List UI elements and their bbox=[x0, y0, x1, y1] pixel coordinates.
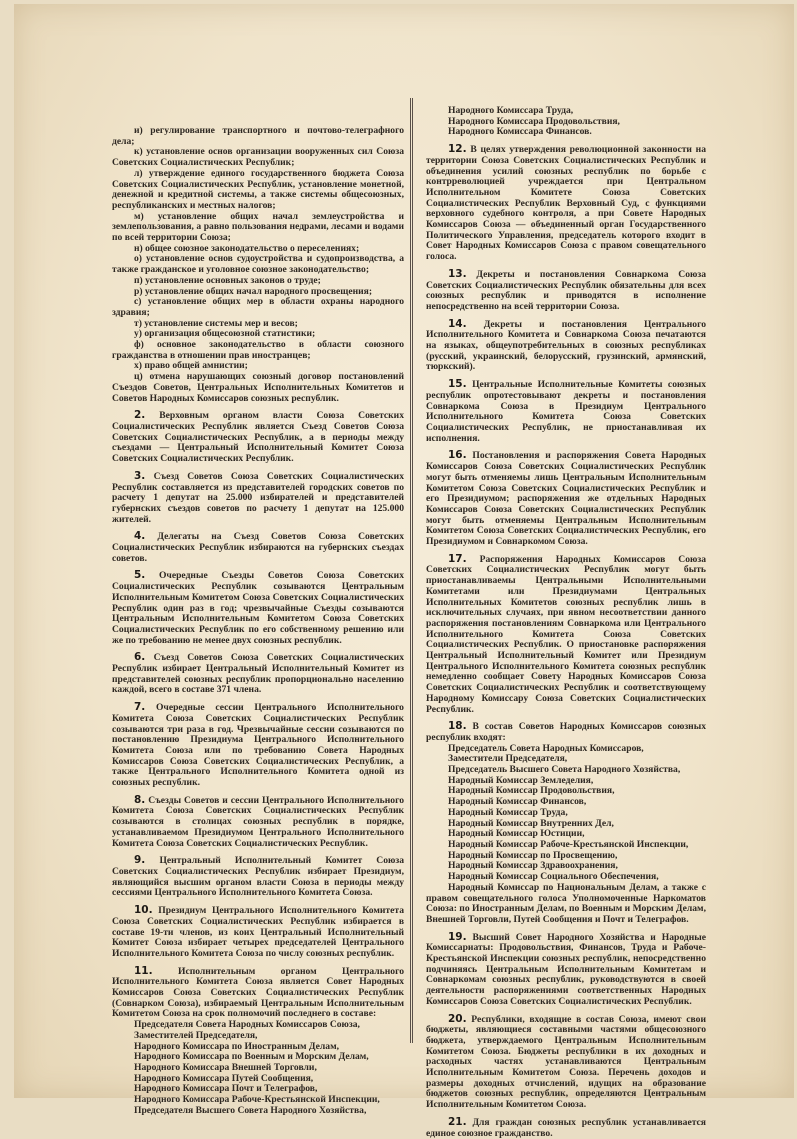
left-column bbox=[112, 126, 404, 1116]
article-text bbox=[112, 652, 404, 696]
article-text bbox=[112, 212, 404, 244]
list-item: Председателя Совета Народных Комиссаров Союза, bbox=[134, 1019, 360, 1031]
list-item: Народный Комиссар по Просвещению, bbox=[448, 849, 618, 861]
article-number: 12. bbox=[448, 143, 467, 156]
list-item: Народный Комиссар Рабоче-Крестьянской Инспекции, bbox=[448, 839, 689, 850]
list-item: Народного Комиссара по Военным и Морским Делам, bbox=[134, 1051, 369, 1063]
article-text bbox=[112, 410, 404, 465]
article-body: ф) основное законодательство в области союзного гражданства в отношении прав иностранцев; bbox=[112, 339, 404, 361]
article-number: 18. bbox=[448, 720, 467, 733]
article-number: 10. bbox=[134, 904, 153, 917]
article-text bbox=[426, 450, 706, 547]
article-text bbox=[112, 169, 404, 212]
article-body: Очередные сессии Центрального Исполнительного Комитета Союза Советских Социалистических Республик созываются три раза в год. Чрезвычайные сессии созываются по постановлению Президиума Центрального Исполнительного Комитета Союза или по требованию Совета Народных Комиссаров Союза Советских Социалистических Республик, а также Центрального Исполнительного Комитета одной из союзных республик. bbox=[112, 702, 404, 789]
list-item: Народный Комиссар Внутренних Дел, bbox=[448, 817, 614, 829]
article-body: В целях утверждения революционной законности на территории Союза Советских Социалистических Республик и объединения усилий союзных республик по борьбе с контрреволюцией учреждается при Центральном Исполнительном Комитете Союза Советских Социалистических Республик Верховный Суд, с функциями верховного судебного контроля, а при Совете Народных Комиссаров Союза — объединенный орган Государственного Политического Управления, председатель которого входит в Совет Народных Комиссаров Союза с правом совещательного голоса. bbox=[426, 144, 706, 263]
list-item: Народного Комиссара Финансов. bbox=[448, 126, 592, 138]
clause bbox=[112, 340, 404, 361]
article bbox=[426, 721, 706, 925]
article-number: 6. bbox=[134, 651, 146, 664]
article-text bbox=[112, 471, 404, 526]
article bbox=[112, 471, 404, 526]
list-item: Народный Комиссар Труда, bbox=[448, 806, 568, 818]
article-number: 15. bbox=[448, 378, 467, 391]
article-text bbox=[112, 702, 404, 789]
article-number: 7. bbox=[134, 701, 146, 714]
clause bbox=[112, 147, 404, 168]
article-body: о) установление основ судоустройства и судопроизводства, а также гражданское и уголовное союзное законодательство; bbox=[112, 253, 404, 276]
article-body: В состав Советов Народных Комиссаров союзных республик входят: bbox=[426, 721, 706, 743]
clause bbox=[426, 106, 706, 138]
article-number: 16. bbox=[448, 449, 467, 462]
list-item: Народный Комиссар Социального Обеспечения, bbox=[448, 871, 659, 883]
column-divider-double-rule bbox=[410, 98, 413, 1043]
clause bbox=[112, 297, 404, 318]
list-item: Председателя Высшего Совета Народного Хозяйства, bbox=[134, 1104, 367, 1116]
article-body: Очередные Съезды Советов Союза Советских Социалистических Республик созываются Центральным Исполнительным Комитетом Союза Советских Социалистических Республик один раз в год; чрезвычайные Съезды созываются Центральным Исполнительным Комитетом Союза Советских Социалистических Республик по его собственному решению или же по требованию не менее двух союзных республик. bbox=[112, 570, 404, 646]
article bbox=[112, 531, 404, 564]
article-text bbox=[112, 570, 404, 646]
list-item: Народного Комиссара по Иностранным Делам, bbox=[134, 1040, 340, 1052]
article-text bbox=[112, 254, 404, 275]
list-item: Заместителей Председателя, bbox=[134, 1029, 258, 1041]
article-body: Съезды Советов и сессии Центрального Исполнительного Комитета Союза Советских Социалистических Республик созываются в столицах союзных республик в порядке, устанавливаемом Президиумом Центрального Исполнительного Комитета Союза Советских Социалистических Республик. bbox=[112, 794, 404, 849]
article-number: 3. bbox=[134, 469, 146, 482]
article-body: Центральный Исполнительный Комитет Союза Советских Социалистических Республик избирает Президиум, являющийся высшим органом власти Союза в периоды между сессиями Центрального Исполнительного Комитета Союза. bbox=[112, 855, 404, 899]
article-text bbox=[426, 379, 706, 444]
article-body: Центральные Исполнительные Комитеты союзных республик опротестовывают декреты и постановления Совнаркома Союза в Президиум Центрального Исполнительного Комитета Союза Советских Социалистических Республик, не приостанавливая их исполнения. bbox=[426, 379, 706, 444]
article-text bbox=[426, 1014, 706, 1111]
article-text bbox=[426, 554, 706, 716]
list-item: Народного Комиссара Продовольствия, bbox=[448, 115, 620, 127]
article bbox=[426, 1117, 706, 1139]
article-text bbox=[426, 144, 706, 263]
list-item: Председатель Совета Народных Комиссаров, bbox=[448, 742, 644, 754]
article bbox=[112, 702, 404, 789]
list-item: Заместители Председателя, bbox=[448, 753, 568, 765]
article-text bbox=[112, 966, 404, 1021]
article-body: м) установление общих начал землеустройства и землепользования, а равно пользования недрами, лесами и водами по всей территории Союза; bbox=[112, 210, 404, 244]
article-text bbox=[426, 932, 706, 1008]
article bbox=[112, 795, 404, 850]
list-item: Народный Комиссар Земледелия, bbox=[448, 774, 594, 786]
article-body: х) право общей амнистии; bbox=[134, 360, 248, 372]
list-item: Народный Комиссар Финансов, bbox=[448, 796, 587, 808]
article-text bbox=[112, 531, 404, 564]
article bbox=[112, 966, 404, 1117]
article bbox=[426, 379, 706, 444]
clause bbox=[112, 126, 404, 147]
article-body: с) установление общих мер в области охраны народного здравия; bbox=[112, 296, 404, 318]
article-number: 21. bbox=[448, 1115, 467, 1128]
article-text bbox=[112, 372, 404, 404]
article-text bbox=[426, 319, 706, 374]
article-number: 20. bbox=[448, 1012, 467, 1025]
list-item: Народного Комиссара Внешней Торговли, bbox=[134, 1061, 317, 1073]
article-text bbox=[112, 126, 404, 147]
article-text bbox=[112, 340, 404, 361]
list-item: Народного Комиссара Путей Сообщения, bbox=[134, 1072, 314, 1084]
article bbox=[112, 570, 404, 646]
article bbox=[426, 1014, 706, 1111]
article-number: 2. bbox=[134, 409, 146, 422]
right-column bbox=[426, 106, 706, 1139]
article-body: п) установление основных законов о труде; bbox=[134, 274, 321, 286]
clause bbox=[112, 372, 404, 404]
article-number: 4. bbox=[134, 530, 146, 543]
article bbox=[112, 652, 404, 696]
article-body: т) установление системы мер и весов; bbox=[134, 317, 298, 329]
list-item: Народный Комиссар Здравоохранения, bbox=[448, 860, 618, 872]
article-text bbox=[112, 297, 404, 318]
article-text bbox=[426, 1117, 706, 1139]
clause bbox=[112, 254, 404, 275]
article-body: Высший Совет Народного Хозяйства и Народные Комиссариаты: Продовольствия, Финансов, Труда и Рабоче-Крестьянской Инспекции союзных республик, непосредственно подчиняясь Центральным Исполнительным Комитетам и Совнаркомам союзных республик, руководствуются в своей деятельности распоряжениями соответственных Народных Комиссаров Союза Советских Социалистических Республик. bbox=[426, 931, 706, 1007]
article-number: 8. bbox=[134, 793, 146, 806]
article-number: 13. bbox=[448, 267, 467, 280]
article-text bbox=[426, 269, 706, 313]
article-body: и) регулирование транспортного и почтово-телеграфного дела; bbox=[112, 125, 404, 147]
article-text bbox=[112, 147, 404, 168]
article-body: р) установление общих начал народного просвещения; bbox=[134, 285, 373, 297]
article bbox=[426, 144, 706, 263]
article-body: Для граждан союзных республик устанавливается единое союзное гражданство. bbox=[426, 1116, 706, 1139]
article-number: 19. bbox=[448, 930, 467, 943]
article bbox=[112, 905, 404, 960]
article-body: Республики, входящие в состав Союза, имеют свои бюджеты, являющиеся составными частями общесоюзного бюджета, утверждаемого Центральным Исполнительным Комитетом Союза. Бюджеты республики в их доходных и расходных частях устанавливаются Центральным Исполнительным Комитетом Союза. Перечень доходов и размеры доходных отчислений, идущих на образование бюджетов союзных республик, определяются Центральным Исполнительным Комитетом Союза. bbox=[426, 1013, 706, 1111]
article-body: Делегаты на Съезд Советов Союза Советских Социалистических Республик избираются на губернских съездах советов. bbox=[112, 531, 404, 564]
article-body: Съезд Советов Союза Советских Социалистических Республик избирает Центральный Исполнительный Комитет из представителей союзных республик пропорционально населению каждой, всего в составе 371 члена. bbox=[112, 652, 404, 696]
article-body: л) утверждение единого государственного бюджета Союза Советских Социалистических Республик, установление монетной, денежной и кредитной системы, а также системы общесоюзных, республиканских и местных налогов; bbox=[112, 167, 404, 211]
article-text bbox=[112, 905, 404, 960]
article-number: 5. bbox=[134, 569, 146, 582]
list-item: Народного Комиссара Труда, bbox=[448, 105, 574, 116]
article bbox=[426, 319, 706, 374]
clause bbox=[112, 212, 404, 244]
article bbox=[426, 554, 706, 716]
article-body: Верховным органом власти Союза Советских Социалистических Республик является Съезд Советов Союза Советских Социалистических Республик, а в периоды между съездами — Центральный Исполнительный Комитет Союза Советских Социалистических Республик. bbox=[112, 410, 405, 465]
article bbox=[112, 410, 404, 465]
list-item: Народного Комиссара Почт и Телеграфов, bbox=[134, 1083, 318, 1095]
article bbox=[112, 855, 404, 899]
article-body: н) общее союзное законодательство о переселениях; bbox=[134, 242, 360, 254]
article-body: Распоряжения Народных Комиссаров Союза Советских Социалистических Республик могут быть приостанавливаемы Центральными Исполнительными Комитетами или Президиумами Центральных Исполнительных Комитетов союзных республик лишь в исключительных случаях, при явном несоответствии данного распоряжения постановлениям Совнаркома или Центрального Исполнительного Комитета Союза Советских Социалистических Республик. О приостановке распоряжения Центральный Исполнительный Комитет или Президиум Центрального Исполнительного Комитета союзных республик немедленно сообщает Совету Народных Комиссаров Союза Советских Социалистических Республик и соответствующему Народному Комиссару Союза Советских Социалистических Республик. bbox=[426, 553, 706, 715]
article-body: у) организация общесоюзной статистики; bbox=[134, 328, 316, 340]
article-body: Декреты и постановления Совнаркома Союза Советских Социалистических Республик обязательны для всех союзных республик и приводятся в исполнение непосредственно на всей территории Союза. bbox=[426, 268, 706, 312]
article-body: Постановления и распоряжения Совета Народных Комиссаров Союза Советских Социалистических Республик могут быть отменяемы лишь Центральным Исполнительным Комитетом Союза Советских Социалистических Республик и его Президиумом; распоряжения же отдельных Народных Комиссаров Союза Советских Социалистических Республик могут быть отменяемы Центральным Исполнительным Комитетом Союза Советских Социалистических Республик, его Президиумом и Совнаркомом Союза. bbox=[426, 450, 707, 548]
article-number: 11. bbox=[134, 964, 153, 977]
article-number: 9. bbox=[134, 854, 146, 867]
article-body: Съезд Советов Союза Советских Социалистических Республик составляется из представителей городских советов по расчету 1 депутат на 25.000 избирателей и представителей губернских съездов советов по расчету 1 депутат на 125.000 жителей. bbox=[112, 470, 404, 525]
list-item: Народный Комиссар Юстиции, bbox=[448, 828, 585, 840]
list-item: Народный Комиссар Продовольствия, bbox=[448, 785, 615, 797]
article-text bbox=[112, 795, 404, 850]
article-body: к) установление основ организации вооруженных сил Союза Советских Социалистических Республик; bbox=[112, 146, 404, 169]
article-body: Президиум Центрального Исполнительного Комитета Союза Советских Социалистических Республик избирается в составе 19-ти членов, из коих Центральный Исполнительный Комитет Союза избирает четырех председателей Центрального Исполнительного Комитета Союза по числу союзных республик. bbox=[112, 905, 404, 959]
list-item: Народного Комиссара Рабоче-Крестьянской Инспекции, bbox=[134, 1094, 380, 1106]
article-number: 14. bbox=[448, 317, 467, 330]
article bbox=[426, 450, 706, 547]
article-body: Декреты и постановления Центрального Исполнительного Комитета и Совнаркома Союза печатаются на языках, общеупотребительных в союзных республиках (русский, украинский, белорусский, грузинский, армянский, тюркский). bbox=[426, 318, 707, 373]
article-body: ц) отмена нарушающих союзный договор постановлений Съездов Советов, Центральных Исполнительных Комитетов и Советов Народных Комиссаров союзных республик. bbox=[112, 371, 404, 404]
clause bbox=[112, 169, 404, 212]
article-body: Исполнительным органом Центрального Исполнительного Комитета Союза является Совет Народных Комиссаров Союза Советских Социалистических Республик (Совнарком Союза), избираемый Центральным Исполнительным Комитетом Союза на срок полномочий последнего в составе: bbox=[112, 965, 404, 1020]
list-item: Председатель Высшего Совета Народного Хозяйства, bbox=[448, 764, 681, 776]
article-text-continued: Народный Комиссар по Национальным Делам, а также с правом совещательного голоса Уполномоченные Наркоматов Союза: по Иностранным Делам, по Военным и Морским Делам, Внешней Торговли, Путей Сообщения и Почт и Телеграфов. bbox=[426, 881, 706, 925]
article bbox=[426, 269, 706, 313]
article-text bbox=[426, 721, 706, 743]
article bbox=[426, 932, 706, 1008]
article-number: 17. bbox=[448, 552, 467, 565]
article-text bbox=[112, 855, 404, 899]
